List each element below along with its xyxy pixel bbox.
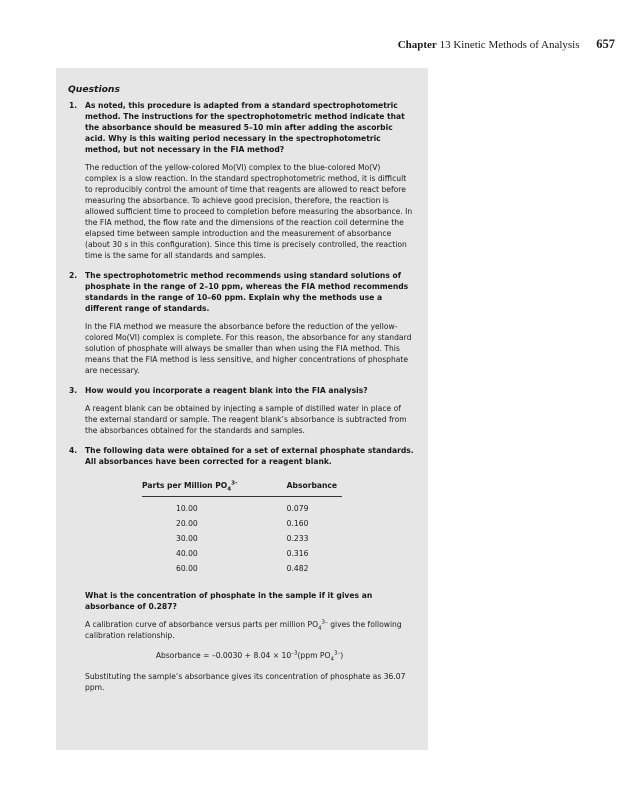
table-row [142,561,342,576]
table-cell: 0.233 [286,534,309,543]
table-cell: 20.00 [176,519,198,528]
answer-3: A reagent blank can be obtained by injecting a sample of distilled water in place of the external standard or sample. The reagent blank’s absorbance is subtracted from the absorbances obtained for the standards and samples. [85,404,407,435]
table-row [142,546,342,561]
questions-panel [56,68,428,750]
table-row [142,497,342,517]
table-cell: 10.00 [176,504,198,513]
question-text: The spectrophotometric method recommends using standard solutions of phosphate in the range of 2–10 ppm, whereas the FIA method recommends standards in the range of 10–60 ppm. Explain why the methods use a different range of standards. [85,271,409,313]
table-header-absorbance: Absorbance [243,480,342,497]
question-text: How would you incorporate a reagent blank into the FIA analysis? [85,386,368,395]
chapter-label: Chapter [397,39,437,51]
calibration-equation: Absorbance = $-0.0030 + 8.04 \times 10^{-3}(ppm$ $PO_4^{3-}$) [155,650,344,663]
table-cell: 30.00 [176,534,198,543]
table-cell: 40.00 [176,549,198,558]
question-text: What is the concentration of phosphate in the sample if it gives an absorbance of 0.287? [85,591,373,611]
question-text: As noted, this procedure is adapted from a standard spectrophotometric method. The instructions for the spectrophotometric method indicate that the absorbance should be measured 5–10 min after adding the ascorbic acid. Why is this waiting period necessary in the spectrophotometric method, but not necessary in the FIA method? [85,101,405,154]
question-number: 3. [69,386,78,395]
section-title: Questions [68,84,120,95]
table-header-ppm: Parts per Million $PO_4^{3-}$ [142,480,243,497]
answer-2: In the FIA method we measure the absorbance before the reduction of the yellow-colored Mo(VI) complex is complete. For this reason, the absorbance for any standard solution of phosphate will always be smaller than when using the FIA method. This means that the FIA method is less sensitive, and higher concentrations of phosphate are necessary. [85,322,412,375]
conclusion-text: Substituting the sample’s absorbance gives its concentration of phosphate as 36.07 ppm. [85,672,406,692]
question-number: 1. [69,101,78,110]
chapter-title: 13 Kinetic Methods of Analysis [439,39,580,51]
question-2 [68,270,414,314]
question-text: The following data were obtained for a set of external phosphate standards. All absorbances have been corrected for a reagent blank. [85,446,414,466]
question-number: 2. [69,271,78,280]
table-row [142,516,342,531]
table-cell: 0.316 [286,549,309,558]
answer-1: The reduction of the yellow-colored Mo(VI) complex to the blue-colored Mo(V) complex is a slow reaction. In the standard spectrophotometric method, it is difficult to reproducibly control the amount of time that reagents are allowed to react before measuring the absorbance. To achieve good precision, therefore, the reaction is allowed sufficient time to proceed to completion before measuring the absorbance. In the FIA method, the flow rate and the dimensions of the reaction coil determine the elapsed time between sample introduction and the measurement of absorbance (about 30 s in this configuration). Since this time is precisely controlled, the reaction time is the same for all standards and samples. [85,163,413,260]
page-number: 657 [596,37,615,51]
page-header [0,37,615,52]
table-cell: 0.079 [286,504,309,513]
table-row [142,531,342,546]
followup-question [68,590,414,612]
question-1 [68,100,414,155]
question-4 [68,445,414,467]
standards-table [142,480,342,576]
question-3 [68,385,414,396]
question-number: 4. [69,446,78,455]
table-cell: 60.00 [176,564,198,573]
followup-answer: A calibration curve of absorbance versus parts per million $PO_4^{3-}$ gives the following calibration relationship. [85,619,402,640]
table-cell: 0.160 [286,519,309,528]
table-cell: 0.482 [286,564,309,573]
